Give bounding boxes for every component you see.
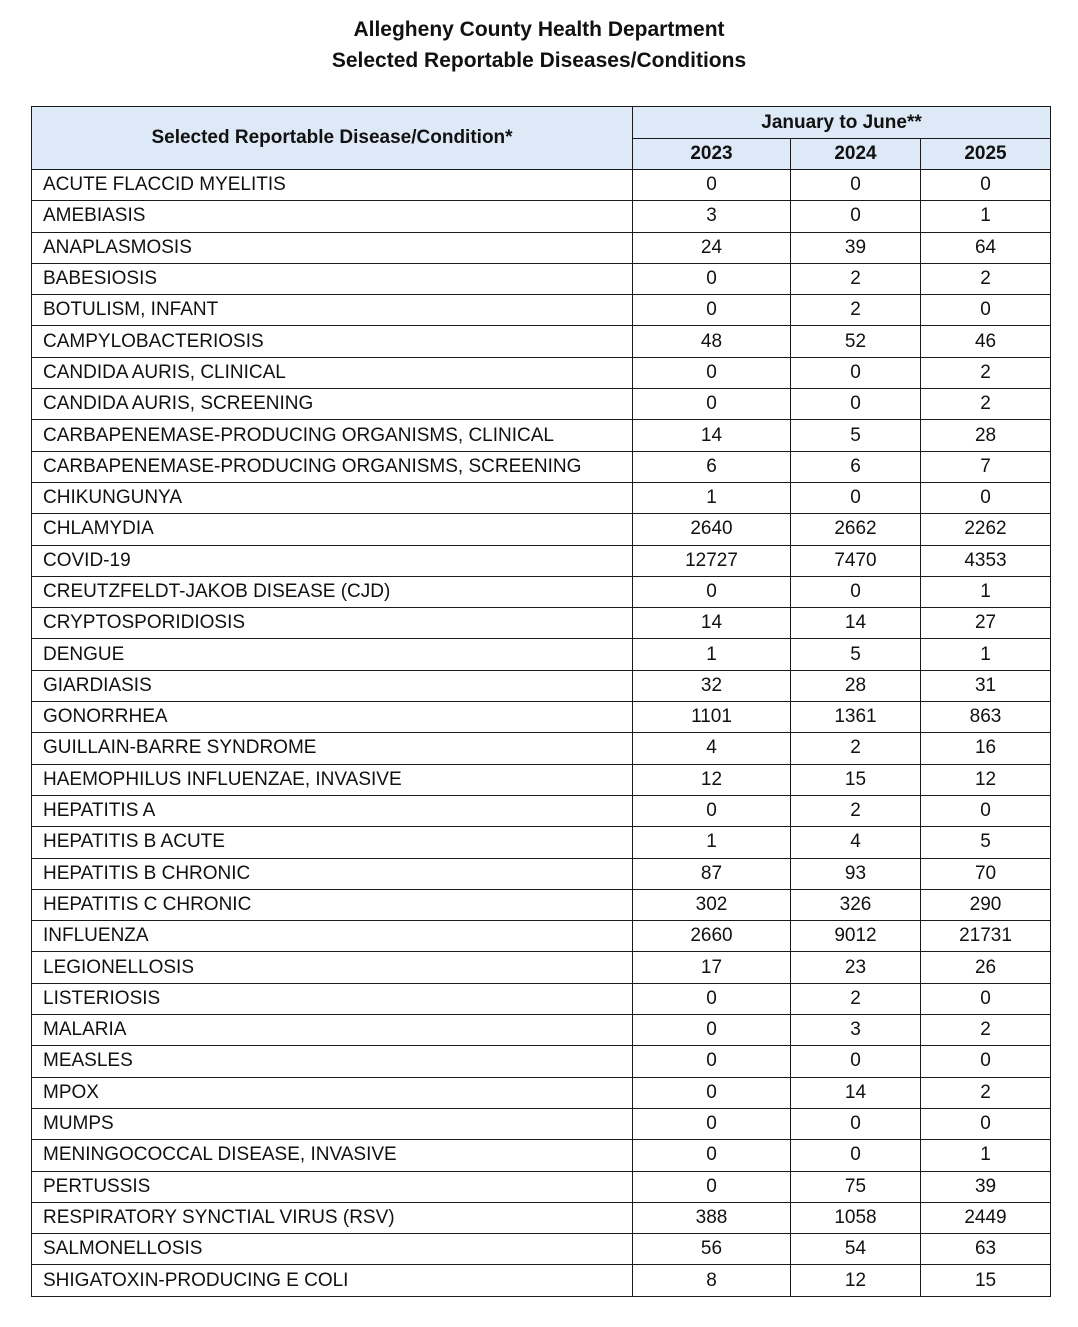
table-row [32,263,1051,294]
disease-name-cell: CREUTZFELDT-JAKOB DISEASE (CJD) [32,576,633,607]
disease-name-cell: GIARDIASIS [32,670,633,701]
disease-name-cell: MPOX [32,1077,633,1108]
disease-name-cell: HAEMOPHILUS INFLUENZAE, INVASIVE [32,764,633,795]
table-row [32,232,1051,263]
count-cell-2023: 3 [633,201,791,232]
count-cell-2025: 64 [921,232,1051,263]
table-row [32,952,1051,983]
table-row [32,1077,1051,1108]
count-cell-2024: 23 [791,952,921,983]
count-cell-2025: 0 [921,983,1051,1014]
count-cell-2024: 0 [791,201,921,232]
disease-name-cell: BOTULISM, INFANT [32,295,633,326]
table-row [32,389,1051,420]
count-cell-2024: 2 [791,983,921,1014]
table-body [32,170,1051,1297]
count-cell-2024: 2 [791,295,921,326]
count-cell-2025: 0 [921,1108,1051,1139]
count-cell-2023: 48 [633,326,791,357]
count-cell-2025: 0 [921,1046,1051,1077]
disease-name-cell: CARBAPENEMASE-PRODUCING ORGANISMS, SCREENING [32,451,633,482]
table-row [32,1234,1051,1265]
count-cell-2023: 17 [633,952,791,983]
count-cell-2023: 1 [633,482,791,513]
count-cell-2025: 2 [921,389,1051,420]
count-cell-2023: 56 [633,1234,791,1265]
count-cell-2023: 1 [633,639,791,670]
count-cell-2023: 87 [633,858,791,889]
disease-name-cell: SALMONELLOSIS [32,1234,633,1265]
count-cell-2024: 4 [791,827,921,858]
count-cell-2024: 1361 [791,702,921,733]
count-cell-2025: 7 [921,451,1051,482]
table-row [32,1171,1051,1202]
count-cell-2025: 0 [921,295,1051,326]
report-title: Allegheny County Health Department [353,18,725,41]
count-cell-2024: 2 [791,263,921,294]
count-cell-2024: 0 [791,1046,921,1077]
disease-name-cell: HEPATITIS B ACUTE [32,827,633,858]
table-row [32,545,1051,576]
count-cell-2023: 24 [633,232,791,263]
count-cell-2025: 27 [921,608,1051,639]
table-row [32,576,1051,607]
disease-name-cell: CHLAMYDIA [32,514,633,545]
count-cell-2024: 15 [791,764,921,795]
count-cell-2024: 0 [791,1108,921,1139]
count-cell-2025: 1 [921,576,1051,607]
count-cell-2024: 0 [791,482,921,513]
disease-name-cell: HEPATITIS B CHRONIC [32,858,633,889]
count-cell-2024: 0 [791,357,921,388]
table-row [32,201,1051,232]
count-cell-2024: 0 [791,576,921,607]
table-row [32,326,1051,357]
table-row [32,983,1051,1014]
count-cell-2024: 54 [791,1234,921,1265]
disease-name-cell: PERTUSSIS [32,1171,633,1202]
table-row [32,702,1051,733]
count-cell-2024: 0 [791,1140,921,1171]
table-row [32,608,1051,639]
table-row [32,858,1051,889]
count-cell-2025: 2 [921,1015,1051,1046]
table-row [32,295,1051,326]
count-cell-2025: 1 [921,639,1051,670]
count-cell-2024: 93 [791,858,921,889]
count-cell-2023: 0 [633,983,791,1014]
count-cell-2024: 326 [791,889,921,920]
count-cell-2025: 0 [921,170,1051,201]
count-cell-2023: 4 [633,733,791,764]
count-cell-2023: 0 [633,295,791,326]
count-cell-2023: 0 [633,170,791,201]
table-row [32,1202,1051,1233]
count-cell-2025: 39 [921,1171,1051,1202]
count-cell-2024: 12 [791,1265,921,1296]
table-row [32,639,1051,670]
count-cell-2025: 5 [921,827,1051,858]
disease-table [31,106,1051,1297]
count-cell-2023: 0 [633,357,791,388]
count-cell-2025: 2449 [921,1202,1051,1233]
disease-name-cell: HEPATITIS A [32,795,633,826]
count-cell-2025: 1 [921,201,1051,232]
count-cell-2023: 8 [633,1265,791,1296]
count-cell-2024: 52 [791,326,921,357]
count-cell-2023: 1101 [633,702,791,733]
count-cell-2025: 70 [921,858,1051,889]
count-cell-2023: 0 [633,576,791,607]
count-cell-2023: 12 [633,764,791,795]
period-header: January to June** [633,107,1051,139]
count-cell-2025: 0 [921,482,1051,513]
table-row [32,451,1051,482]
count-cell-2023: 0 [633,263,791,294]
count-cell-2023: 0 [633,795,791,826]
disease-name-cell: CRYPTOSPORIDIOSIS [32,608,633,639]
table-row [32,1015,1051,1046]
disease-name-cell: HEPATITIS C CHRONIC [32,889,633,920]
disease-name-cell: MALARIA [32,1015,633,1046]
count-cell-2024: 2 [791,733,921,764]
count-cell-2024: 2 [791,795,921,826]
count-cell-2024: 39 [791,232,921,263]
disease-name-cell: ACUTE FLACCID MYELITIS [32,170,633,201]
count-cell-2024: 0 [791,389,921,420]
count-cell-2024: 28 [791,670,921,701]
count-cell-2023: 0 [633,1140,791,1171]
count-cell-2023: 0 [633,389,791,420]
disease-name-cell: AMEBIASIS [32,201,633,232]
disease-name-cell: RESPIRATORY SYNCTIAL VIRUS (RSV) [32,1202,633,1233]
count-cell-2023: 32 [633,670,791,701]
disease-name-cell: CARBAPENEMASE-PRODUCING ORGANISMS, CLINICAL [32,420,633,451]
disease-name-cell: GONORRHEA [32,702,633,733]
table-row [32,1265,1051,1296]
table-row [32,921,1051,952]
table-row [32,764,1051,795]
count-cell-2025: 2 [921,263,1051,294]
count-cell-2024: 2662 [791,514,921,545]
count-cell-2024: 3 [791,1015,921,1046]
table-row [32,514,1051,545]
count-cell-2024: 1058 [791,1202,921,1233]
disease-name-cell: MENINGOCOCCAL DISEASE, INVASIVE [32,1140,633,1171]
disease-name-cell: CANDIDA AURIS, CLINICAL [32,357,633,388]
count-cell-2023: 0 [633,1108,791,1139]
count-cell-2025: 28 [921,420,1051,451]
count-cell-2023: 0 [633,1171,791,1202]
table-row [32,889,1051,920]
count-cell-2025: 12 [921,764,1051,795]
count-cell-2025: 1 [921,1140,1051,1171]
count-cell-2025: 0 [921,795,1051,826]
count-cell-2023: 2640 [633,514,791,545]
disease-name-cell: MUMPS [32,1108,633,1139]
count-cell-2024: 0 [791,170,921,201]
disease-name-cell: SHIGATOXIN-PRODUCING E COLI [32,1265,633,1296]
count-cell-2023: 6 [633,451,791,482]
disease-name-cell: BABESIOSIS [32,263,633,294]
count-cell-2025: 63 [921,1234,1051,1265]
count-cell-2025: 15 [921,1265,1051,1296]
disease-name-cell: MEASLES [32,1046,633,1077]
count-cell-2025: 2 [921,357,1051,388]
year-header: 2025 [921,139,1051,170]
year-header: 2023 [633,139,791,170]
count-cell-2025: 21731 [921,921,1051,952]
count-cell-2025: 26 [921,952,1051,983]
table-row [32,1108,1051,1139]
count-cell-2023: 1 [633,827,791,858]
count-cell-2024: 9012 [791,921,921,952]
count-cell-2023: 388 [633,1202,791,1233]
count-cell-2024: 5 [791,639,921,670]
table-row [32,733,1051,764]
disease-name-cell: LEGIONELLOSIS [32,952,633,983]
table-row [32,670,1051,701]
disease-name-cell: CHIKUNGUNYA [32,482,633,513]
count-cell-2025: 16 [921,733,1051,764]
count-cell-2024: 14 [791,1077,921,1108]
count-cell-2023: 302 [633,889,791,920]
disease-name-cell: COVID-19 [32,545,633,576]
disease-name-cell: DENGUE [32,639,633,670]
table-row [32,795,1051,826]
disease-name-cell: LISTERIOSIS [32,983,633,1014]
count-cell-2024: 6 [791,451,921,482]
table-row [32,420,1051,451]
count-cell-2024: 5 [791,420,921,451]
count-cell-2023: 0 [633,1015,791,1046]
count-cell-2025: 2 [921,1077,1051,1108]
disease-name-cell: CAMPYLOBACTERIOSIS [32,326,633,357]
table-row [32,357,1051,388]
count-cell-2024: 75 [791,1171,921,1202]
count-cell-2025: 4353 [921,545,1051,576]
table-row [32,827,1051,858]
count-cell-2023: 0 [633,1046,791,1077]
count-cell-2025: 863 [921,702,1051,733]
count-cell-2024: 14 [791,608,921,639]
table-row [32,482,1051,513]
table-row [32,170,1051,201]
disease-name-cell: CANDIDA AURIS, SCREENING [32,389,633,420]
count-cell-2025: 31 [921,670,1051,701]
count-cell-2023: 0 [633,1077,791,1108]
count-cell-2023: 2660 [633,921,791,952]
table-row [32,1046,1051,1077]
count-cell-2025: 290 [921,889,1051,920]
disease-column-header: Selected Reportable Disease/Condition* [32,107,633,170]
count-cell-2025: 46 [921,326,1051,357]
table-row [32,1140,1051,1171]
count-cell-2023: 12727 [633,545,791,576]
count-cell-2023: 14 [633,608,791,639]
count-cell-2025: 2262 [921,514,1051,545]
year-header: 2024 [791,139,921,170]
disease-name-cell: ANAPLASMOSIS [32,232,633,263]
disease-name-cell: INFLUENZA [32,921,633,952]
count-cell-2024: 7470 [791,545,921,576]
disease-name-cell: GUILLAIN-BARRE SYNDROME [32,733,633,764]
count-cell-2023: 14 [633,420,791,451]
report-subtitle: Selected Reportable Diseases/Conditions [331,49,747,72]
